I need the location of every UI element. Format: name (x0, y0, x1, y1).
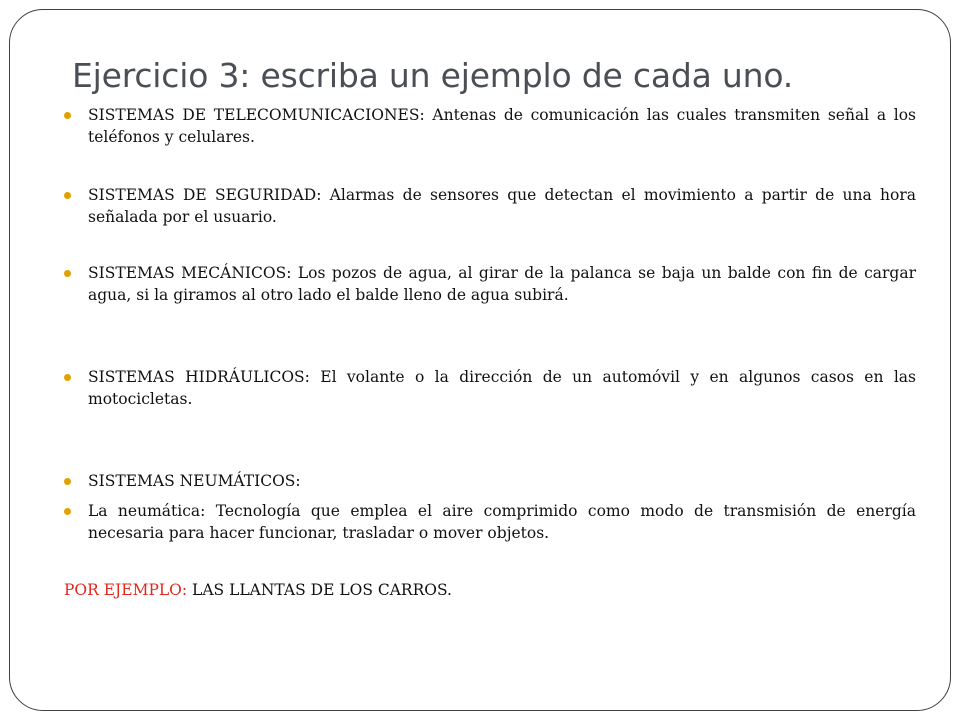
bullet-text: SISTEMAS NEUMÁTICOS: (88, 472, 301, 490)
list-item (62, 184, 916, 228)
list-item (62, 104, 916, 148)
slide-title: Ejercicio 3: escriba un ejemplo de cada uno. (72, 56, 794, 95)
list-item (62, 500, 916, 544)
bullet-text: La neumática: Tecnología que emplea el aire comprimido como modo de transmisión de energía necesaria para hacer funcionar, trasladar o mover objetos. (88, 502, 916, 542)
bullet-icon (64, 508, 71, 515)
example-text: LAS LLANTAS DE LOS CARROS. (192, 581, 452, 599)
bullet-text: SISTEMAS MECÁNICOS: Los pozos de agua, al girar de la palanca se baja un balde con fin de cargar agua, si la giramos al otro lado el balde lleno de agua subirá. (88, 264, 916, 304)
bullet-icon (64, 374, 71, 381)
list-item (62, 470, 916, 492)
bullet-text: SISTEMAS DE SEGURIDAD: Alarmas de sensores que detectan el movimiento a partir de una hora señalada por el usuario. (88, 186, 916, 226)
list-item (62, 366, 916, 410)
bullet-icon (64, 192, 71, 199)
bullet-text: SISTEMAS DE TELECOMUNICACIONES: Antenas de comunicación las cuales transmiten señal a los teléfonos y celulares. (88, 106, 916, 146)
example-line (64, 579, 452, 601)
bullet-icon (64, 478, 71, 485)
bullet-icon (64, 112, 71, 119)
bullet-text: SISTEMAS HIDRÁULICOS: El volante o la dirección de un automóvil y en algunos casos en las motocicletas. (88, 368, 916, 408)
example-label: POR EJEMPLO: (64, 581, 188, 599)
bullet-icon (64, 270, 71, 277)
list-item (62, 262, 916, 306)
